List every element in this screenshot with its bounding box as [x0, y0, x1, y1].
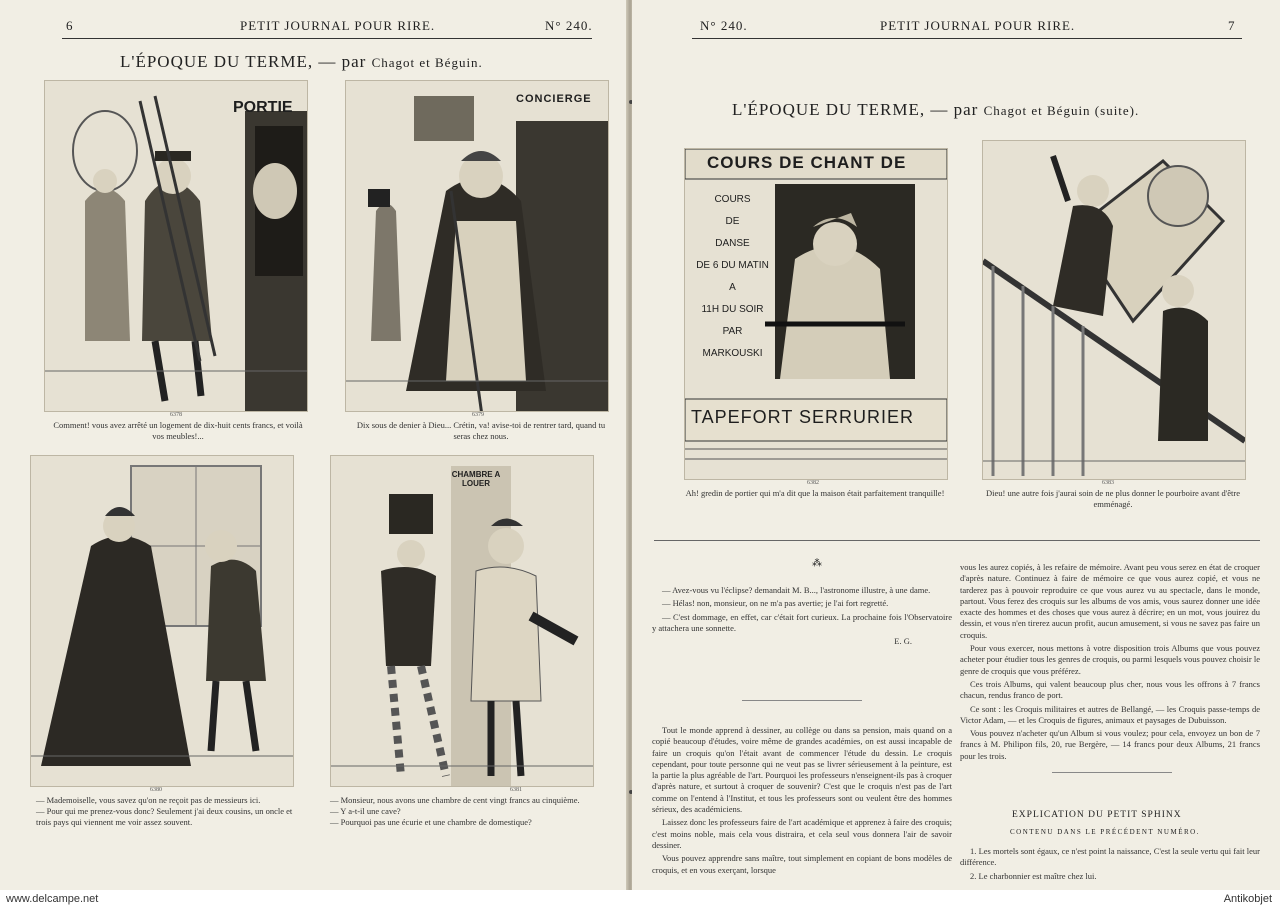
running-head: PETIT JOURNAL POUR RIRE.	[240, 18, 436, 33]
singing-lessons-sign: COURS DE CHANT DE	[707, 153, 907, 172]
section-rule	[654, 540, 1260, 541]
seller-watermark: Antikobjet	[1223, 893, 1272, 905]
illustration-panel	[30, 455, 294, 787]
locksmith-sign: TAPEFORT SERRURIER	[691, 407, 915, 427]
figure-number: 6382	[807, 480, 819, 486]
running-head: PETIT JOURNAL POUR RIRE.	[880, 18, 1076, 33]
header-rule	[62, 38, 592, 39]
illustration-panel	[345, 80, 609, 412]
page-number: 6	[66, 18, 74, 33]
sphinx-answers: 1. Les mortels sont égaux, ce n'est point la naissance, C'est la seule vertu qui fait leur différence. 2. Le charbonnier est maître chez lui.	[960, 846, 1260, 881]
sphinx-title: EXPLICATION DU PETIT SPHINX	[1012, 810, 1182, 820]
separator	[742, 700, 862, 701]
issue-number: N° 240.	[700, 18, 748, 33]
figure-number: 6383	[1102, 480, 1114, 486]
separator	[1052, 772, 1172, 773]
chambre-sign: CHAMBRE A LOUER	[451, 470, 501, 488]
anecdote-article: — Avez-vous vu l'éclipse? demandait M. B..., l'astronome illustre, à une dame. — Hélas! non, monsieur, on ne m'a pas avertie; je l'ai fort regretté. — C'est dommage, en effet, car c'était fort curieux. La prochaine fois l'Observatoire y attachera une sonnette. E. G.	[652, 585, 952, 647]
drawing-article-continued: vous les aurez copiés, à les refaire de mémoire. Avant peu vous serez en état de croquer d'après nature. Continuez à faire de mémoire ce que vous aurez copié, et vous ne tarderez pas à pouvoir reproduire ce que vous aurez vu au spectacle, dans le monde, partout. Vous ferez des croquis sur les albums de vos amis, vous saurez donner une idée exacte des hommes et des choses que vous aurez à décrire; en un mot, vous jouirez du dessin, et vous n'en tirerez aucun profit, aucun amusement, si vous ne savez pas faire un croquis. Pour vous exercer, nous mettons à votre disposition trois Albums que vous pouvez acheter pour étudier tous les genres de croquis, ou parmi lesquels vous pouvez choisir le genre de croquis que vous préférez. Ces trois Albums, qui valent beaucoup plus cher, nous vous les offrons à 7 francs chacun, rendus franco de port. Ce sont : les Croquis militaires et autres de Bellangé, — les Croquis passe-temps de Victor Adam, — et les Croquis de figures, animaux et paysages de Dubuisson. Vous pouvez n'acheter qu'un Album si vous voulez; pour cela, envoyez un bon de 7 francs à M. Philipon fils, 20, rue Bergère, — 14 francs pour deux Albums, 21 francs pour les trois.	[960, 562, 1261, 761]
caption: — Monsieur, nous avons une chambre de cent vingt francs au cinquième. — Y a-t-il une cave? — Pourquoi pas une écurie et une chambre de domestique?	[330, 795, 580, 827]
sphinx-subtitle: CONTENU DANS LE PRÉCÉDENT NUMÉRO.	[1010, 828, 1200, 836]
figure-number: 6380	[150, 787, 162, 793]
illustration-panel	[330, 455, 594, 787]
drawing-article: Tout le monde apprend à dessiner, au collège ou dans sa pension, mais quand on a copié beaucoup d'études, voire même de grandes académies, on est aussi incapable de faire un croquis qu'on l'était avant de commencer l'étude du dessin. Le croquis cependant, pour toute personne qui ne veut pas se livrer sérieusement à la peinture, est la partie la plus agréable de l'art. Pourquoi les professeurs n'enseignent-ils pas à croquer d'après nature, et surtout à croquer de souvenir? C'est que le croquis n'est pas de l'art comme on l'entend à l'Institut, et tous les professeurs sont ou veulent être des hommes sérieux, des académiciens. Laissez donc les professeurs faire de l'art académique et apprenez à faire des croquis; c'est moins noble, mais cela vous distraira, et cela seul vous donnera l'air de savoir dessiner. Vous pouvez apprendre sans maître, tout simplement en copiant de bons modèles de croquis, et en vous exerçant, lorsque	[652, 725, 952, 875]
portier-sign: PORTIE	[233, 99, 293, 116]
watermark-bar	[0, 890, 1280, 909]
header-rule	[692, 38, 1242, 39]
figure-number: 6379	[472, 412, 484, 418]
caption: Dix sous de denier à Dieu... Crétin, va! avise-toi de rentrer tard, quand tu seras chez nous.	[356, 420, 606, 441]
issue-number: N° 240.	[545, 18, 593, 33]
figure-number: 6381	[510, 787, 522, 793]
figure-number: 6378	[170, 412, 182, 418]
illustration-panel	[44, 80, 308, 412]
page-number: 7	[1228, 18, 1236, 33]
caption: Ah! gredin de portier qui m'a dit que la maison était parfaitement tranquille!	[685, 488, 945, 498]
right-page	[632, 0, 1280, 890]
page-title: L'ÉPOQUE DU TERME, — par Chagot et Béguin.	[120, 52, 483, 71]
illustration-panel	[684, 148, 948, 480]
page-title: L'ÉPOQUE DU TERME, — par Chagot et Béguin (suite).	[732, 100, 1140, 119]
dance-lessons-sign: COURS DE DANSE DE 6 DU MATIN A 11H DU SOIR PAR MARKOUSKI	[696, 194, 769, 359]
caption: — Mademoiselle, vous savez qu'on ne reçoit pas de messieurs ici. — Pour qui me prenez-vous donc? Seulement j'ai deux cousins, un oncle et trois pays qui viennent me voir assez souvent.	[36, 795, 293, 827]
illustration-panel	[982, 140, 1246, 480]
left-page	[0, 0, 628, 890]
caption: Dieu! une autre fois j'aurai soin de ne plus donner le pourboire avant d'être emménagé.	[986, 488, 1240, 509]
source-watermark: www.delcampe.net	[6, 893, 99, 905]
article-signature: E. G.	[894, 636, 912, 647]
concierge-sign: CONCIERGE	[516, 93, 592, 105]
asterism: ⁂	[812, 558, 822, 569]
caption: Comment! vous avez arrêté un logement de dix-huit cents francs, et voilà vos meubles!...	[53, 420, 303, 441]
